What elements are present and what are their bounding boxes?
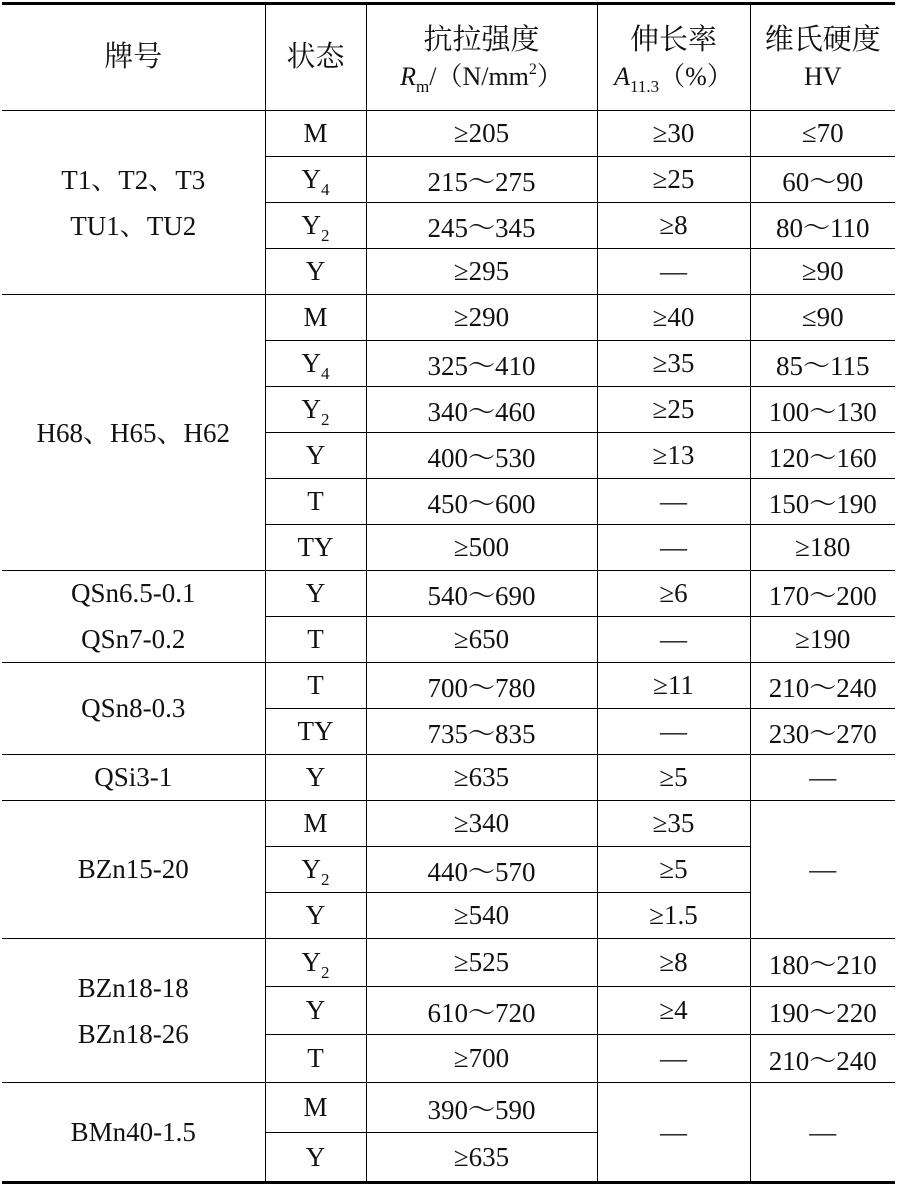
tensile-cell: ≥205 [366, 111, 597, 157]
header-elongation-label: 伸长率 [629, 23, 717, 56]
tensile-cell: ≥340 [366, 801, 597, 847]
elongation-cell: ≥8 [597, 939, 750, 987]
state-cell: M [265, 801, 366, 847]
table-row [2, 1083, 895, 1133]
table-container [2, 2, 895, 1184]
elongation-cell: ≥5 [597, 755, 750, 801]
tensile-cell: ≥650 [366, 617, 597, 663]
header-hardness-label: 维氏硬度 [764, 23, 881, 56]
hardness-cell: 120～160 [750, 433, 895, 479]
elongation-cell: — [597, 479, 750, 525]
elongation-cell: ≥6 [597, 571, 750, 617]
hardness-cell: 180～210 [750, 939, 895, 987]
hardness-cell: — [750, 1083, 895, 1183]
elongation-cell: — [597, 1035, 750, 1083]
elongation-cell: ≥25 [597, 387, 750, 433]
state-cell: TY [265, 525, 366, 571]
elongation-cell: ≥13 [597, 433, 750, 479]
header-row [2, 4, 895, 111]
elongation-cell: ≥30 [597, 111, 750, 157]
table-row [2, 663, 895, 709]
grade-cell: H68、H65、H62 [2, 295, 265, 571]
table-row [2, 939, 895, 987]
state-cell: Y [265, 433, 366, 479]
hardness-cell: ≥180 [750, 525, 895, 571]
state-cell: $Y_2$ [265, 203, 366, 249]
hardness-cell: 170～200 [750, 571, 895, 617]
tensile-cell: ≥700 [366, 1035, 597, 1083]
header-tensile-label: 抗拉强度 [423, 23, 540, 56]
header-elongation [597, 4, 750, 111]
hardness-cell: 150～190 [750, 479, 895, 525]
tensile-cell: ≥635 [366, 755, 597, 801]
tensile-cell: 215～275 [366, 157, 597, 203]
tensile-cell: 440～570 [366, 847, 597, 893]
elongation-cell: ≥8 [597, 203, 750, 249]
hardness-cell: ≥90 [750, 249, 895, 295]
elongation-cell: ≥40 [597, 295, 750, 341]
tensile-cell: 700～780 [366, 663, 597, 709]
elongation-cell: — [597, 249, 750, 295]
tensile-cell: 245～345 [366, 203, 597, 249]
grade-cell: BZn15-20 [2, 801, 265, 939]
tensile-cell: ≥540 [366, 893, 597, 939]
tensile-cell: 735～835 [366, 709, 597, 755]
hardness-cell: 230～270 [750, 709, 895, 755]
state-cell: M [265, 111, 366, 157]
table-row [2, 617, 895, 663]
hardness-cell: ≤90 [750, 295, 895, 341]
hardness-cell: ≤70 [750, 111, 895, 157]
header-tensile [366, 4, 597, 111]
hardness-cell: 210～240 [750, 1035, 895, 1083]
elongation-cell: ≥25 [597, 157, 750, 203]
header-elongation-unit: $A_{11.3}(\%)$ [614, 61, 733, 96]
table-row [2, 295, 895, 341]
hardness-cell: 210～240 [750, 663, 895, 709]
state-cell: $Y_4$ [265, 157, 366, 203]
table-row [2, 111, 895, 157]
table-row [2, 755, 895, 801]
header-grade: 牌号 [2, 4, 265, 111]
elongation-cell: ≥11 [597, 663, 750, 709]
header-hardness-unit: HV [803, 61, 842, 91]
state-cell: $Y_4$ [265, 341, 366, 387]
tensile-cell: 610～720 [366, 987, 597, 1035]
state-cell: T [265, 617, 366, 663]
elongation-cell: — [597, 525, 750, 571]
grade-cell: QSn6.5-0.1 [2, 571, 265, 617]
grade-cell: QSn7-0.2 [2, 617, 265, 663]
tensile-cell: 540～690 [366, 571, 597, 617]
grade-cell: QSi3-1 [2, 755, 265, 801]
tensile-cell: ≥295 [366, 249, 597, 295]
grade-cell: T1、T2、T3 TU1、TU2 [2, 111, 265, 295]
hardness-cell: 190～220 [750, 987, 895, 1035]
state-cell: TY [265, 709, 366, 755]
state-cell: Y [265, 893, 366, 939]
state-cell: T [265, 1035, 366, 1083]
elongation-cell: — [597, 617, 750, 663]
tensile-cell: ≥525 [366, 939, 597, 987]
header-state: 状态 [265, 4, 366, 111]
tensile-cell: ≥500 [366, 525, 597, 571]
tensile-cell: 390～590 [366, 1083, 597, 1133]
hardness-cell: 60～90 [750, 157, 895, 203]
tensile-cell: 340～460 [366, 387, 597, 433]
tensile-cell: ≥635 [366, 1133, 597, 1183]
hardness-cell: — [750, 755, 895, 801]
state-cell: T [265, 479, 366, 525]
tensile-cell: 450～600 [366, 479, 597, 525]
state-cell: Y [265, 755, 366, 801]
hardness-cell: 80～110 [750, 203, 895, 249]
state-cell: Y [265, 249, 366, 295]
tensile-cell: ≥290 [366, 295, 597, 341]
tensile-cell: 400～530 [366, 433, 597, 479]
elongation-cell: ≥1.5 [597, 893, 750, 939]
state-cell: $Y_2$ [265, 847, 366, 893]
grade-cell: BZn18-18 BZn18-26 [2, 939, 265, 1083]
hardness-cell: 100～130 [750, 387, 895, 433]
state-cell: M [265, 295, 366, 341]
grade-cell: QSn8-0.3 [2, 663, 265, 755]
elongation-cell: ≥5 [597, 847, 750, 893]
properties-table [2, 2, 895, 1184]
state-cell: M [265, 1083, 366, 1133]
hardness-cell: — [750, 801, 895, 939]
hardness-cell: ≥190 [750, 617, 895, 663]
state-cell: $Y_2$ [265, 939, 366, 987]
elongation-cell: ≥35 [597, 341, 750, 387]
state-cell: Y [265, 1133, 366, 1183]
elongation-cell: — [597, 1083, 750, 1183]
elongation-cell: — [597, 709, 750, 755]
hardness-cell: 85～115 [750, 341, 895, 387]
grade-cell: BMn40-1.5 [2, 1083, 265, 1183]
state-cell: Y [265, 987, 366, 1035]
state-cell: T [265, 663, 366, 709]
tensile-cell: 325～410 [366, 341, 597, 387]
state-cell: $Y_2$ [265, 387, 366, 433]
table-row [2, 571, 895, 617]
elongation-cell: ≥4 [597, 987, 750, 1035]
header-hardness [750, 4, 895, 111]
state-cell: Y [265, 571, 366, 617]
header-tensile-unit: $R_m/(N/mm^2)$ [400, 60, 563, 96]
table-row [2, 801, 895, 847]
elongation-cell: ≥35 [597, 801, 750, 847]
